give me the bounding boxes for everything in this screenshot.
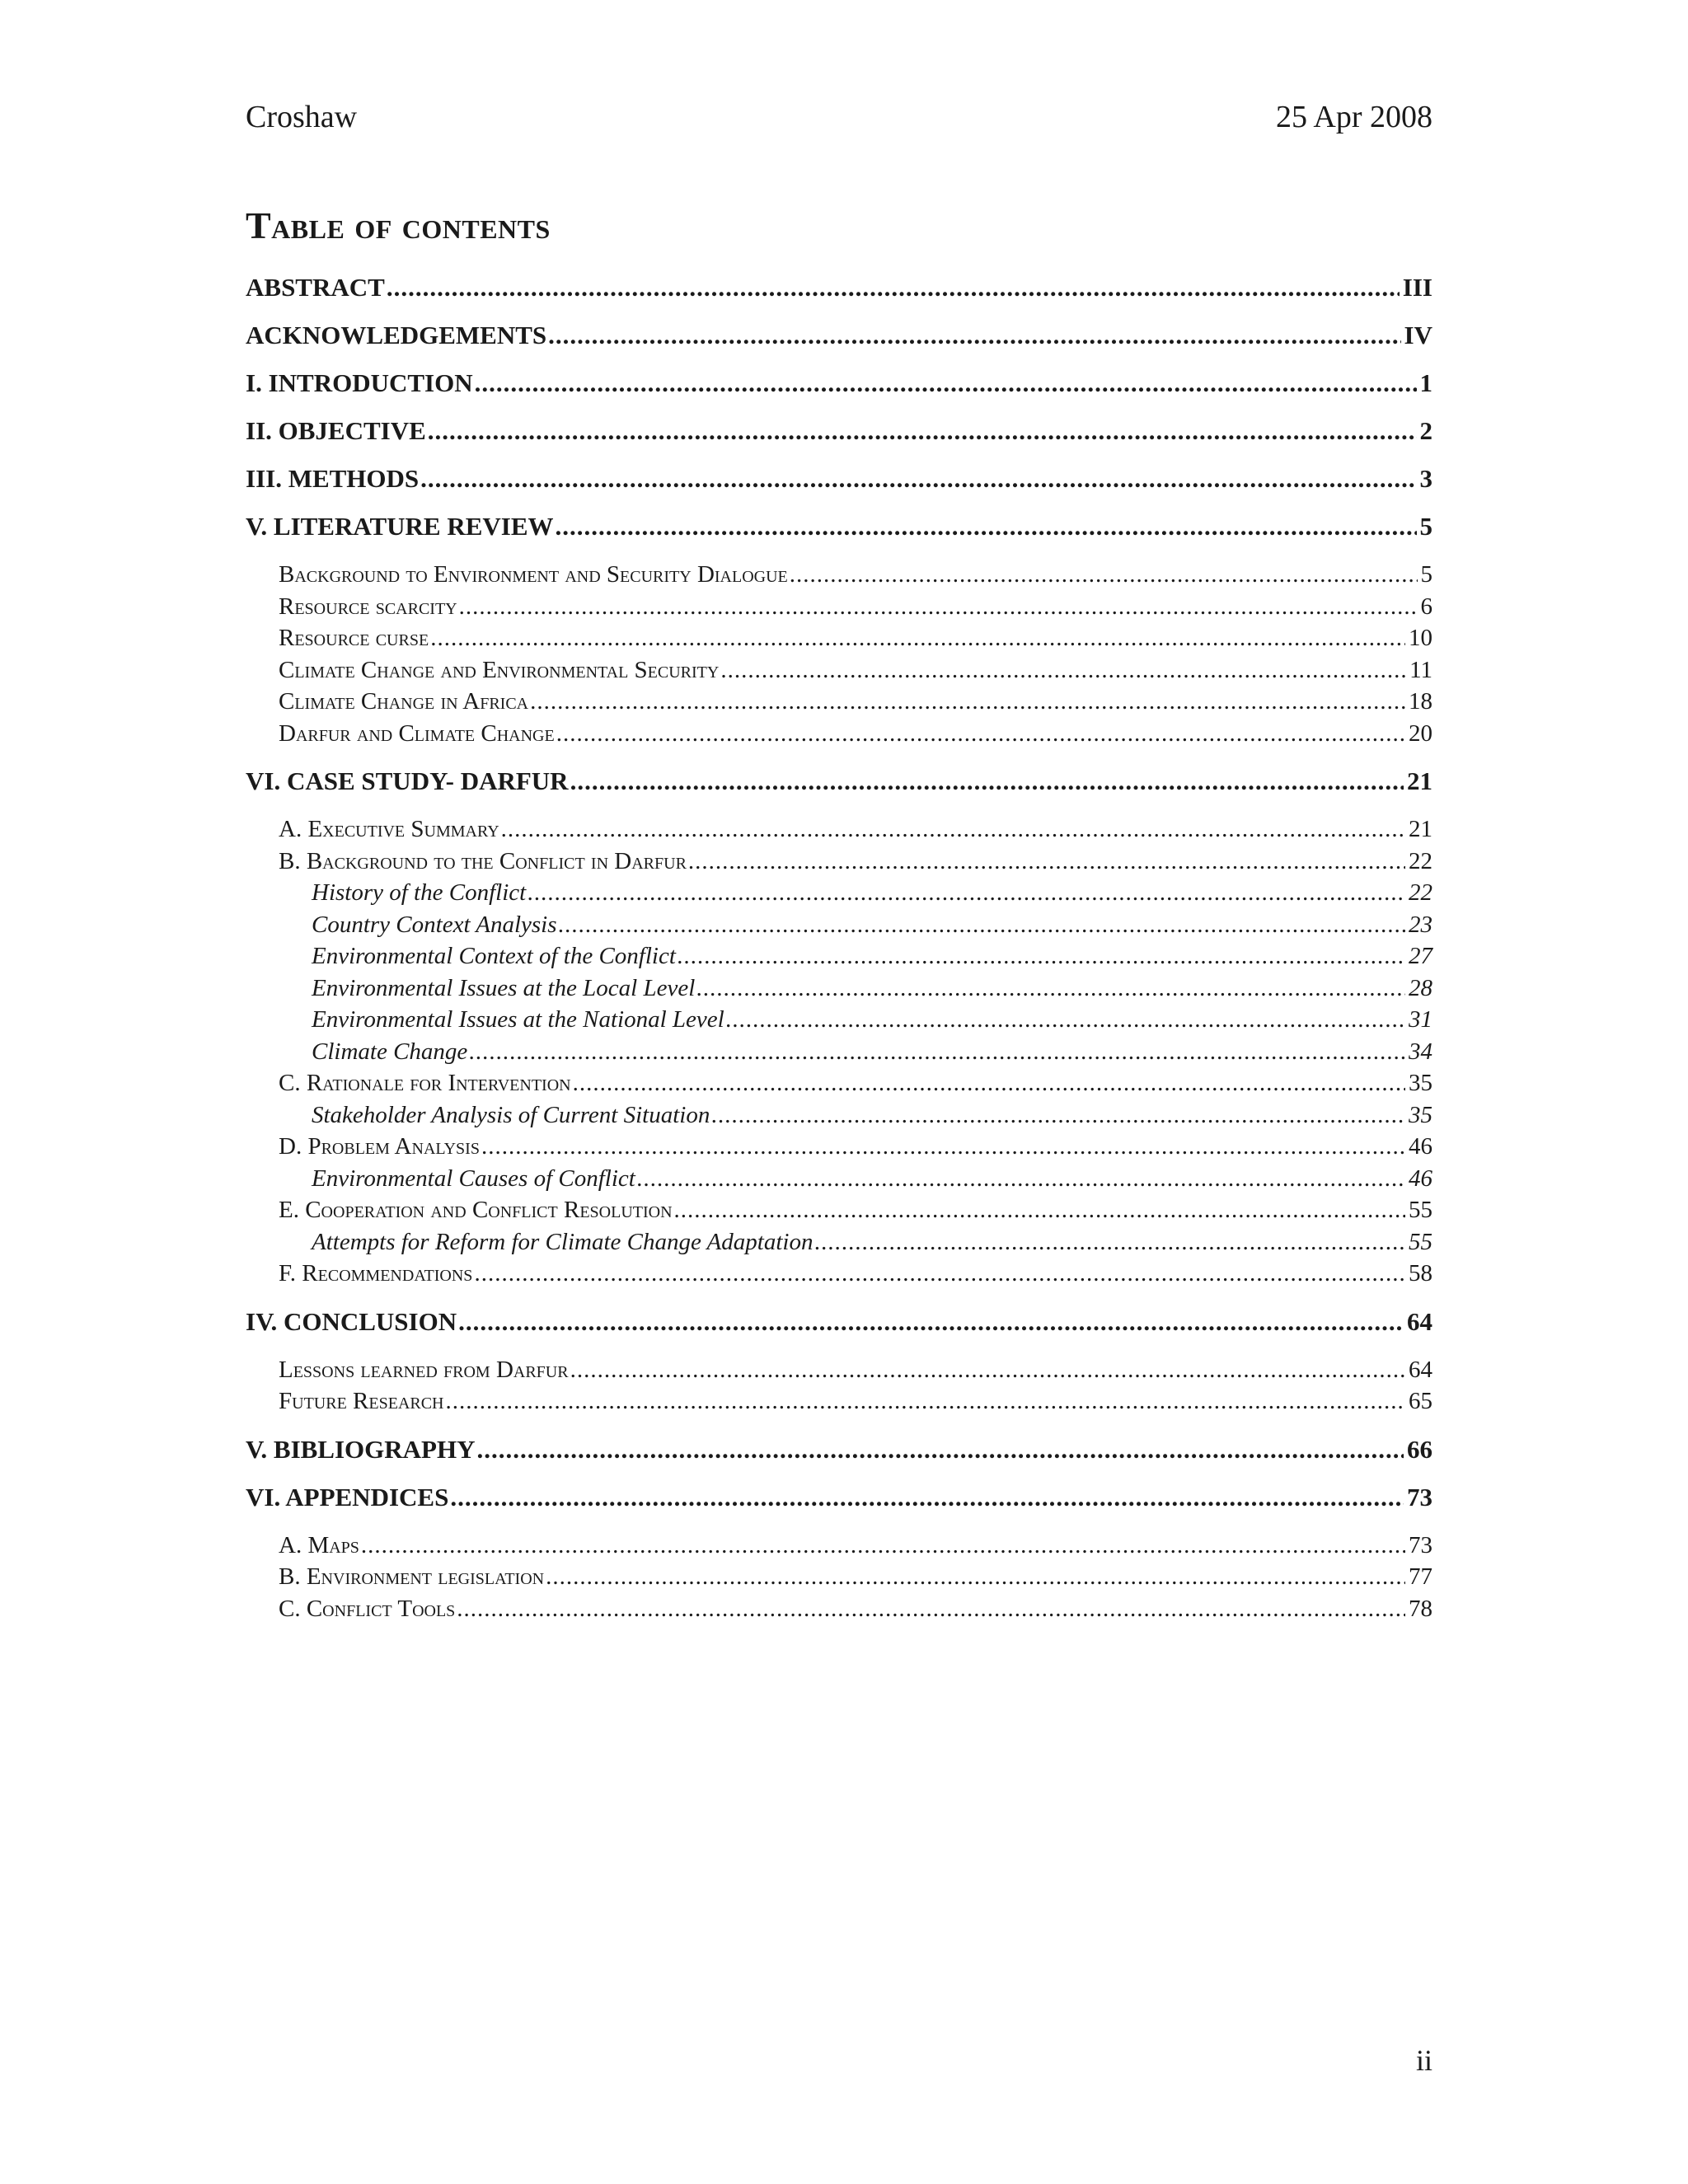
- toc-entry[interactable]: [246, 1385, 1432, 1418]
- toc-entry-page: 22: [1409, 879, 1432, 906]
- toc-entry[interactable]: [246, 1561, 1432, 1593]
- toc-entry[interactable]: [246, 1163, 1432, 1195]
- toc-entry[interactable]: [246, 940, 1432, 972]
- toc-entry[interactable]: [246, 264, 1432, 312]
- toc-dot-leader: [678, 940, 1405, 972]
- toc-entry-label: Resource scarcity: [279, 593, 457, 620]
- toc-entry-page: 21: [1407, 766, 1432, 795]
- toc-entry-page: 21: [1409, 816, 1432, 842]
- toc-entry-page: 11: [1409, 656, 1432, 683]
- toc-dot-leader: [674, 1194, 1405, 1226]
- toc-entry-page: 20: [1409, 719, 1432, 747]
- toc-entry[interactable]: [246, 1067, 1432, 1099]
- toc-entry-page: 64: [1407, 1306, 1432, 1336]
- toc-entry[interactable]: [246, 909, 1432, 941]
- toc-dot-leader: [457, 1593, 1405, 1625]
- toc-entry[interactable]: [246, 1258, 1432, 1290]
- toc-entry[interactable]: [246, 1474, 1432, 1521]
- toc-entry-label: VI. APPENDICES: [246, 1482, 449, 1511]
- toc-entry[interactable]: [246, 1131, 1432, 1163]
- toc-entry-page: 73: [1409, 1531, 1432, 1558]
- toc-entry-label: Climate Change and Environmental Security: [279, 656, 720, 683]
- toc-dot-leader: [726, 1004, 1405, 1036]
- toc-entry-label: VI. CASE STUDY- DARFUR: [246, 766, 569, 795]
- toc-dot-leader: [548, 312, 1400, 359]
- toc-entry-page: 2: [1419, 416, 1432, 445]
- toc-dot-leader: [556, 503, 1417, 551]
- toc-entry-label: A. Maps: [279, 1531, 359, 1558]
- toc-entry[interactable]: [246, 718, 1432, 750]
- toc-entry[interactable]: [246, 972, 1432, 1005]
- toc-entry-page: 6: [1420, 593, 1432, 620]
- toc-entry-label: III. METHODS: [246, 464, 420, 493]
- toc-entry-label: Environmental Issues at the National Level: [312, 1006, 724, 1033]
- toc-entry[interactable]: [246, 1593, 1432, 1625]
- toc-dot-leader: [420, 455, 1416, 503]
- toc-entry[interactable]: [246, 359, 1432, 407]
- toc-entry-page: 77: [1409, 1563, 1432, 1590]
- toc-entry-label: Stakeholder Analysis of Current Situation: [312, 1101, 710, 1128]
- toc-entry-label: History of the Conflict: [312, 879, 527, 906]
- toc-entry[interactable]: [246, 757, 1432, 805]
- toc-entry[interactable]: [246, 622, 1432, 654]
- toc-entry-page: 78: [1409, 1595, 1432, 1622]
- toc-title: Table of contents: [246, 204, 551, 246]
- toc-dot-leader: [477, 1426, 1404, 1474]
- toc-entry-page: 22: [1409, 847, 1432, 874]
- toc-entry-label: Darfur and Climate Change: [279, 719, 555, 747]
- toc-dot-leader: [475, 359, 1417, 407]
- toc-entry-page: 65: [1409, 1388, 1432, 1414]
- toc-dot-leader: [530, 686, 1405, 718]
- table-of-contents: [246, 264, 1432, 1624]
- toc-entry[interactable]: [246, 1354, 1432, 1386]
- toc-dot-leader: [387, 264, 1400, 312]
- toc-dot-leader: [720, 654, 1406, 687]
- toc-entry-page: 1: [1419, 368, 1432, 397]
- toc-entry-page: III: [1402, 273, 1432, 302]
- toc-entry-label: Country Context Analysis: [312, 911, 557, 938]
- toc-dot-leader: [570, 757, 1404, 805]
- toc-entry-label: Background to Environment and Security Dialogue: [279, 561, 788, 588]
- toc-dot-leader: [556, 718, 1405, 750]
- toc-entry[interactable]: [246, 1298, 1432, 1346]
- toc-entry-page: 10: [1409, 625, 1432, 651]
- toc-dot-leader: [711, 1099, 1405, 1132]
- toc-dot-leader: [501, 813, 1405, 846]
- toc-dot-leader: [790, 559, 1418, 591]
- toc-entry[interactable]: [246, 312, 1432, 359]
- toc-entry-page: 27: [1409, 943, 1432, 969]
- toc-dot-leader: [428, 407, 1417, 455]
- toc-entry-page: 28: [1409, 974, 1432, 1001]
- toc-dot-leader: [570, 1354, 1405, 1386]
- toc-entry[interactable]: [246, 877, 1432, 909]
- toc-entry[interactable]: [246, 1530, 1432, 1562]
- toc-dot-leader: [469, 1036, 1405, 1068]
- toc-entry-page: 23: [1409, 911, 1432, 938]
- toc-entry-label: V. BIBLIOGRAPHY: [246, 1434, 476, 1464]
- toc-entry-label: ACKNOWLEDGEMENTS: [246, 321, 547, 349]
- toc-entry-label: D. Problem Analysis: [279, 1133, 480, 1160]
- toc-entry[interactable]: [246, 407, 1432, 455]
- toc-dot-leader: [637, 1163, 1405, 1195]
- toc-entry-label: Lessons learned from Darfur: [279, 1356, 569, 1383]
- toc-entry[interactable]: [246, 503, 1432, 551]
- toc-dot-leader: [446, 1385, 1405, 1418]
- toc-entry-label: ABSTRACT: [246, 273, 385, 302]
- toc-entry-label: Environmental Issues at the Local Level: [312, 974, 696, 1001]
- toc-dot-leader: [459, 591, 1418, 623]
- toc-entry-page: 46: [1409, 1133, 1432, 1160]
- toc-entry[interactable]: [246, 1036, 1432, 1068]
- toc-entry-page: 3: [1419, 464, 1432, 493]
- toc-entry-page: 5: [1419, 512, 1432, 541]
- toc-entry[interactable]: [246, 813, 1432, 846]
- toc-entry-page: 46: [1409, 1165, 1432, 1192]
- toc-entry-label: Environmental Causes of Conflict: [312, 1165, 635, 1192]
- toc-entry[interactable]: [246, 559, 1432, 591]
- toc-entry-label: Future Research: [279, 1388, 444, 1414]
- toc-dot-leader: [573, 1067, 1405, 1099]
- toc-entry-label: E. Cooperation and Conflict Resolution: [279, 1197, 673, 1223]
- toc-dot-leader: [430, 622, 1405, 654]
- toc-entry[interactable]: [246, 654, 1432, 687]
- toc-entry-label: IV. CONCLUSION: [246, 1306, 457, 1336]
- toc-dot-leader: [474, 1258, 1405, 1290]
- toc-entry-page: 64: [1409, 1356, 1432, 1383]
- toc-dot-leader: [546, 1561, 1405, 1593]
- toc-entry-page: 58: [1409, 1260, 1432, 1286]
- toc-entry-page: 55: [1409, 1197, 1432, 1223]
- toc-entry-label: Attempts for Reform for Climate Change Adaptation: [312, 1228, 814, 1255]
- toc-entry-label: A. Executive Summary: [279, 816, 499, 842]
- toc-dot-leader: [559, 909, 1405, 941]
- toc-entry-page: 35: [1409, 1101, 1432, 1128]
- toc-dot-leader: [458, 1298, 1404, 1346]
- toc-entry-page: 31: [1409, 1006, 1432, 1033]
- toc-entry-label: C. Conflict Tools: [279, 1595, 456, 1622]
- toc-dot-leader: [814, 1226, 1405, 1258]
- toc-dot-leader: [481, 1131, 1405, 1163]
- toc-dot-leader: [528, 877, 1405, 909]
- toc-entry-page: 34: [1409, 1038, 1432, 1065]
- toc-entry-page: 18: [1409, 688, 1432, 715]
- footer-page-number: ii: [1415, 2044, 1432, 2077]
- toc-entry-page: 55: [1409, 1228, 1432, 1255]
- toc-entry[interactable]: [246, 846, 1432, 878]
- toc-dot-leader: [696, 972, 1405, 1005]
- toc-entry[interactable]: [246, 686, 1432, 718]
- toc-entry[interactable]: [246, 1226, 1432, 1258]
- toc-entry-label: II. OBJECTIVE: [246, 416, 426, 445]
- toc-entry-label: B. Environment legislation: [279, 1563, 545, 1590]
- toc-entry-page: IV: [1404, 321, 1432, 349]
- toc-entry-page: 5: [1420, 561, 1432, 588]
- header-date: 25 Apr 2008: [1276, 100, 1432, 134]
- toc-entry-page: 66: [1407, 1434, 1432, 1464]
- toc-entry[interactable]: [246, 1099, 1432, 1132]
- toc-entry[interactable]: [246, 1004, 1432, 1036]
- toc-entry-label: C. Rationale for Intervention: [279, 1070, 571, 1096]
- toc-dot-leader: [688, 846, 1405, 878]
- toc-entry-label: Climate Change in Africa: [279, 688, 529, 715]
- toc-entry-label: Environmental Context of the Conflict: [312, 943, 676, 969]
- toc-entry-label: F. Recommendations: [279, 1260, 473, 1286]
- toc-entry[interactable]: [246, 1426, 1432, 1474]
- header-author: Croshaw: [246, 100, 358, 134]
- toc-entry[interactable]: [246, 591, 1432, 623]
- toc-entry-label: Resource curse: [279, 625, 429, 651]
- toc-entry[interactable]: [246, 1194, 1432, 1226]
- toc-entry-label: Climate Change: [312, 1038, 468, 1065]
- toc-entry-page: 73: [1407, 1482, 1432, 1511]
- toc-entry[interactable]: [246, 455, 1432, 503]
- toc-entry-label: I. INTRODUCTION: [246, 368, 473, 397]
- toc-entry-label: V. LITERATURE REVIEW: [246, 512, 554, 541]
- toc-dot-leader: [450, 1474, 1404, 1521]
- toc-entry-page: 35: [1409, 1070, 1432, 1096]
- toc-entry-label: B. Background to the Conflict in Darfur: [279, 847, 687, 874]
- toc-dot-leader: [361, 1530, 1405, 1562]
